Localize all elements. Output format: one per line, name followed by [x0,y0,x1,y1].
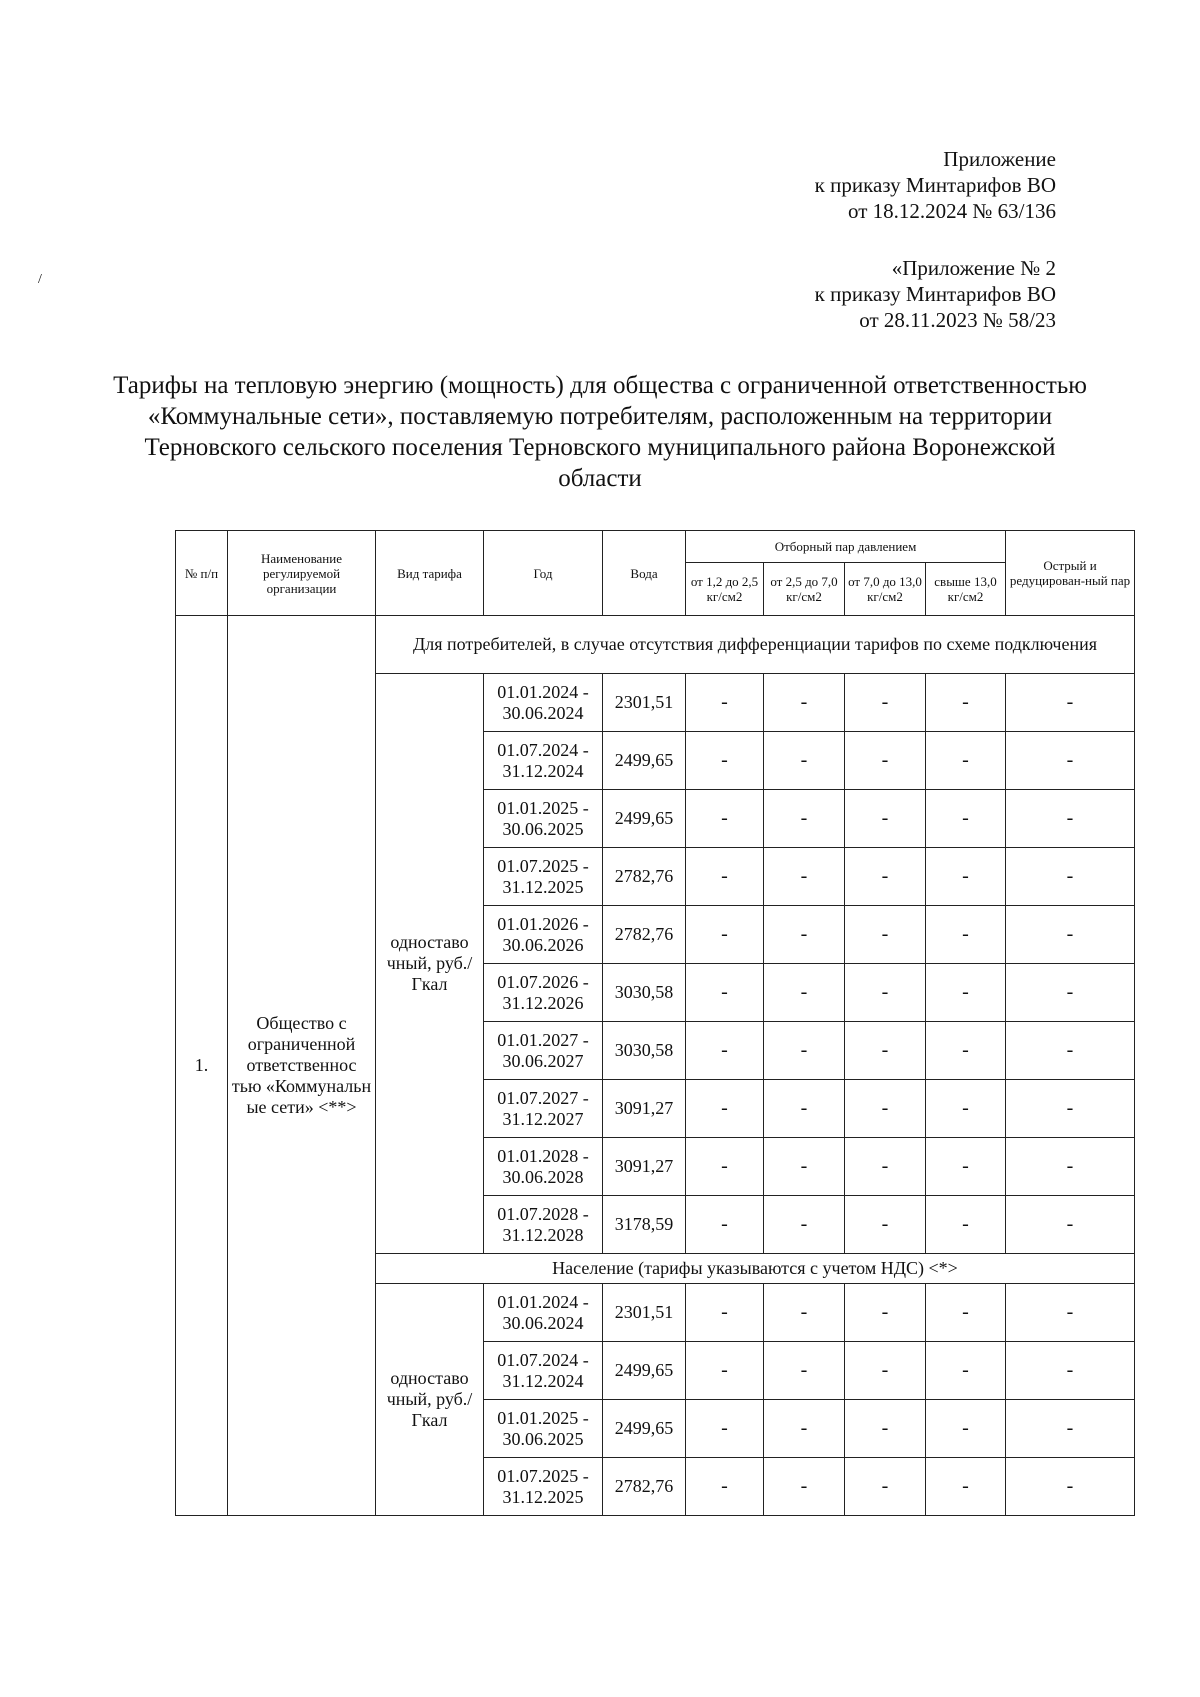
steam-2-cell: - [764,1080,845,1138]
water-tariff-cell: 2301,51 [603,1284,686,1342]
tariff-type: одноставо чный, руб./Гкал [376,674,484,1254]
annex2-reference [815,255,1056,333]
period-cell: 01.01.2028 - 30.06.2028 [484,1138,603,1196]
steam-2-cell: - [764,906,845,964]
steam-2-cell: - [764,674,845,732]
period-cell: 01.01.2027 - 30.06.2027 [484,1022,603,1080]
annex-reference [815,146,1056,224]
steam-3-cell: - [845,1458,926,1516]
period-cell: 01.01.2024 - 30.06.2024 [484,674,603,732]
annex-line: от 18.12.2024 № 63/136 [847,199,1056,223]
water-tariff-cell: 3030,58 [603,1022,686,1080]
steam-4-cell: - [926,1284,1006,1342]
period-cell: 01.07.2024 - 31.12.2024 [484,732,603,790]
sharp-steam-cell: - [1006,964,1135,1022]
row-number: 1. [176,616,228,1516]
sharp-steam-cell: - [1006,674,1135,732]
water-tariff-cell: 2499,65 [603,790,686,848]
col-header-steam-4: свыше 13,0 кг/см2 [926,563,1006,616]
section-title: Население (тарифы указываются с учетом НДС) <*> [376,1254,1135,1284]
steam-2-cell: - [764,1022,845,1080]
steam-3-cell: - [845,1138,926,1196]
water-tariff-cell: 2782,76 [603,848,686,906]
steam-4-cell: - [926,906,1006,964]
document-title: Тарифы на тепловую энергию (мощность) для общества с ограниченной ответственностью «Коммунальные сети», поставляемую потребителям, расположенным на территории Терновского сельского поселения Терновского муниципального района Воронежской области [113,372,1087,492]
sharp-steam-cell: - [1006,1138,1135,1196]
sharp-steam-cell: - [1006,1284,1135,1342]
steam-4-cell: - [926,732,1006,790]
stray-mark: / [38,272,42,287]
period-cell: 01.07.2028 - 31.12.2028 [484,1196,603,1254]
period-cell: 01.07.2026 - 31.12.2026 [484,964,603,1022]
steam-1-cell: - [686,964,764,1022]
col-header-steam-1: от 1,2 до 2,5 кг/см2 [686,563,764,616]
water-tariff-cell: 3091,27 [603,1080,686,1138]
steam-1-cell: - [686,732,764,790]
steam-4-cell: - [926,1138,1006,1196]
steam-4-cell: - [926,964,1006,1022]
steam-3-cell: - [845,848,926,906]
period-cell: 01.01.2026 - 30.06.2026 [484,906,603,964]
period-cell: 01.01.2024 - 30.06.2024 [484,1284,603,1342]
steam-3-cell: - [845,1080,926,1138]
steam-1-cell: - [686,1458,764,1516]
water-tariff-cell: 3030,58 [603,964,686,1022]
water-tariff-cell: 3178,59 [603,1196,686,1254]
steam-3-cell: - [845,1284,926,1342]
table-body [176,616,1135,1516]
annex2-line: «Приложение № 2 [891,256,1056,280]
water-tariff-cell: 2499,65 [603,1342,686,1400]
col-header-water: Вода [603,531,686,616]
steam-2-cell: - [764,1284,845,1342]
steam-3-cell: - [845,906,926,964]
period-cell: 01.07.2027 - 31.12.2027 [484,1080,603,1138]
annex-line: к приказу Минтарифов ВО [814,173,1056,197]
steam-2-cell: - [764,732,845,790]
steam-4-cell: - [926,790,1006,848]
steam-1-cell: - [686,1138,764,1196]
col-header-org: Наименование регулируемой организации [228,531,376,616]
steam-1-cell: - [686,1342,764,1400]
section-title: Для потребителей, в случае отсутствия дифференциации тарифов по схеме подключения [376,616,1135,674]
steam-3-cell: - [845,1196,926,1254]
steam-1-cell: - [686,1196,764,1254]
steam-2-cell: - [764,1196,845,1254]
steam-1-cell: - [686,790,764,848]
water-tariff-cell: 3091,27 [603,1138,686,1196]
sharp-steam-cell: - [1006,1342,1135,1400]
steam-4-cell: - [926,1458,1006,1516]
col-header-type: Вид тарифа [376,531,484,616]
steam-2-cell: - [764,848,845,906]
steam-1-cell: - [686,674,764,732]
period-cell: 01.01.2025 - 30.06.2025 [484,790,603,848]
steam-3-cell: - [845,1022,926,1080]
steam-4-cell: - [926,1022,1006,1080]
annex2-line: от 28.11.2023 № 58/23 [859,308,1056,332]
steam-2-cell: - [764,1400,845,1458]
sharp-steam-cell: - [1006,1022,1135,1080]
sharp-steam-cell: - [1006,732,1135,790]
col-header-year: Год [484,531,603,616]
sharp-steam-cell: - [1006,848,1135,906]
steam-1-cell: - [686,848,764,906]
col-header-steam-group: Отборный пар давлением [686,531,1006,563]
steam-2-cell: - [764,1342,845,1400]
steam-4-cell: - [926,1400,1006,1458]
steam-2-cell: - [764,964,845,1022]
period-cell: 01.07.2025 - 31.12.2025 [484,1458,603,1516]
water-tariff-cell: 2301,51 [603,674,686,732]
col-header-steam-2: от 2,5 до 7,0 кг/см2 [764,563,845,616]
col-header-num: № п/п [176,531,228,616]
steam-3-cell: - [845,790,926,848]
period-cell: 01.07.2024 - 31.12.2024 [484,1342,603,1400]
steam-3-cell: - [845,1400,926,1458]
steam-1-cell: - [686,1022,764,1080]
annex-line: Приложение [943,147,1056,171]
steam-3-cell: - [845,674,926,732]
steam-2-cell: - [764,1138,845,1196]
organization-name: Общество с ограниченной ответственнос тью «Коммунальн ые сети» <**> [228,616,376,1516]
steam-4-cell: - [926,1196,1006,1254]
col-header-steam-3: от 7,0 до 13,0 кг/см2 [845,563,926,616]
col-header-sharp: Острый и редуцирован-ный пар [1006,531,1135,616]
water-tariff-cell: 2499,65 [603,732,686,790]
sharp-steam-cell: - [1006,1400,1135,1458]
sharp-steam-cell: - [1006,1196,1135,1254]
steam-2-cell: - [764,1458,845,1516]
steam-1-cell: - [686,1284,764,1342]
annex2-line: к приказу Минтарифов ВО [814,282,1056,306]
period-cell: 01.07.2025 - 31.12.2025 [484,848,603,906]
period-cell: 01.01.2025 - 30.06.2025 [484,1400,603,1458]
steam-3-cell: - [845,964,926,1022]
tariff-table [175,530,1135,1516]
sharp-steam-cell: - [1006,1458,1135,1516]
sharp-steam-cell: - [1006,906,1135,964]
steam-3-cell: - [845,1342,926,1400]
steam-1-cell: - [686,906,764,964]
steam-4-cell: - [926,674,1006,732]
steam-3-cell: - [845,732,926,790]
steam-4-cell: - [926,1080,1006,1138]
steam-4-cell: - [926,1342,1006,1400]
sharp-steam-cell: - [1006,790,1135,848]
water-tariff-cell: 2782,76 [603,1458,686,1516]
steam-1-cell: - [686,1400,764,1458]
water-tariff-cell: 2499,65 [603,1400,686,1458]
water-tariff-cell: 2782,76 [603,906,686,964]
sharp-steam-cell: - [1006,1080,1135,1138]
steam-4-cell: - [926,848,1006,906]
steam-2-cell: - [764,790,845,848]
tariff-type: одноставо чный, руб./Гкал [376,1284,484,1516]
steam-1-cell: - [686,1080,764,1138]
